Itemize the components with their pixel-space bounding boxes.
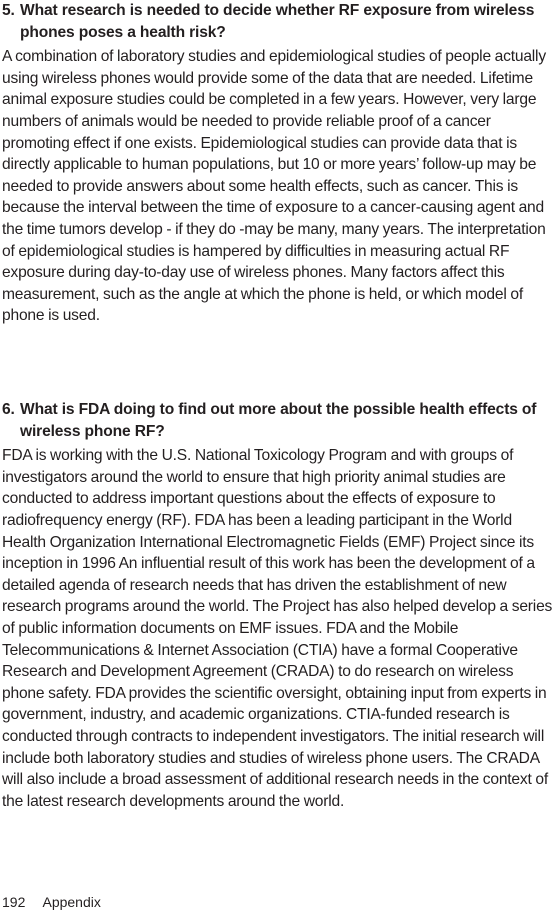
question-5-section [2, 0, 558, 327]
question-5-number: 5. [2, 2, 15, 19]
question-6-title: What is FDA doing to find out more about the possible health effects of wireless phone RF? [20, 401, 537, 440]
question-5-answer: A combination of laboratory studies and epidemiological studies of people actually using wireless phones would provide some of the data that are needed. Lifetime animal exposure studies could be completed in a few years. However, very large numbers of animals would be needed to provide reliable proof of a cancer promoting effect if one exists. Epidemiological studies can provide data that is directly applicable to human populations, but 10 or more years’ follow-up may be needed to provide answers about some health effects, such as cancer. This is because the interval between the time of exposure to a cancer-causing agent and the time tumors develop - if they do -may be many, many years. The interpretation of epidemiological studies is hampered by difficulties in measuring actual RF exposure during day-to-day use of wireless phones. Many factors affect this measurement, such as the angle at which the phone is held, or which model of phone is used. [2, 48, 546, 325]
question-6-answer: FDA is working with the U.S. National Toxicology Program and with groups of investigators around the world to ensure that high priority animal studies are conducted to address important questions about the effects of exposure to radiofrequency energy (RF). FDA has been a leading participant in the World Health Organization International Electromagnetic Fields (EMF) Project since its inception in 1996 An influential result of this work has been the development of a detailed agenda of research needs that has driven the establishment of new research programs around the world. The Project has also helped develop a series of public information documents on EMF issues. FDA and the Mobile Telecommunications & Internet Association (CTIA) have a formal Cooperative Research and Development Agreement (CRADA) to do research on wireless phone safety. FDA provides the scientific oversight, obtaining input from experts in government, industry, and academic organizations. CTIA-funded research is conducted through contracts to independent investigators. The initial research will include both laboratory studies and studies of wireless phone users. The CRADA will also include a broad assessment of additional research needs in the context of the latest research developments around the world. [2, 447, 553, 810]
question-5-heading [2, 0, 558, 43]
question-6-section [2, 399, 558, 812]
question-6-heading [2, 399, 558, 442]
page-footer [2, 893, 101, 911]
question-6-number: 6. [2, 401, 15, 418]
footer-section-label: Appendix [42, 894, 101, 910]
page-number: 192 [2, 894, 26, 910]
question-5-title: What research is needed to decide whether RF exposure from wireless phones poses a health risk? [20, 2, 535, 41]
